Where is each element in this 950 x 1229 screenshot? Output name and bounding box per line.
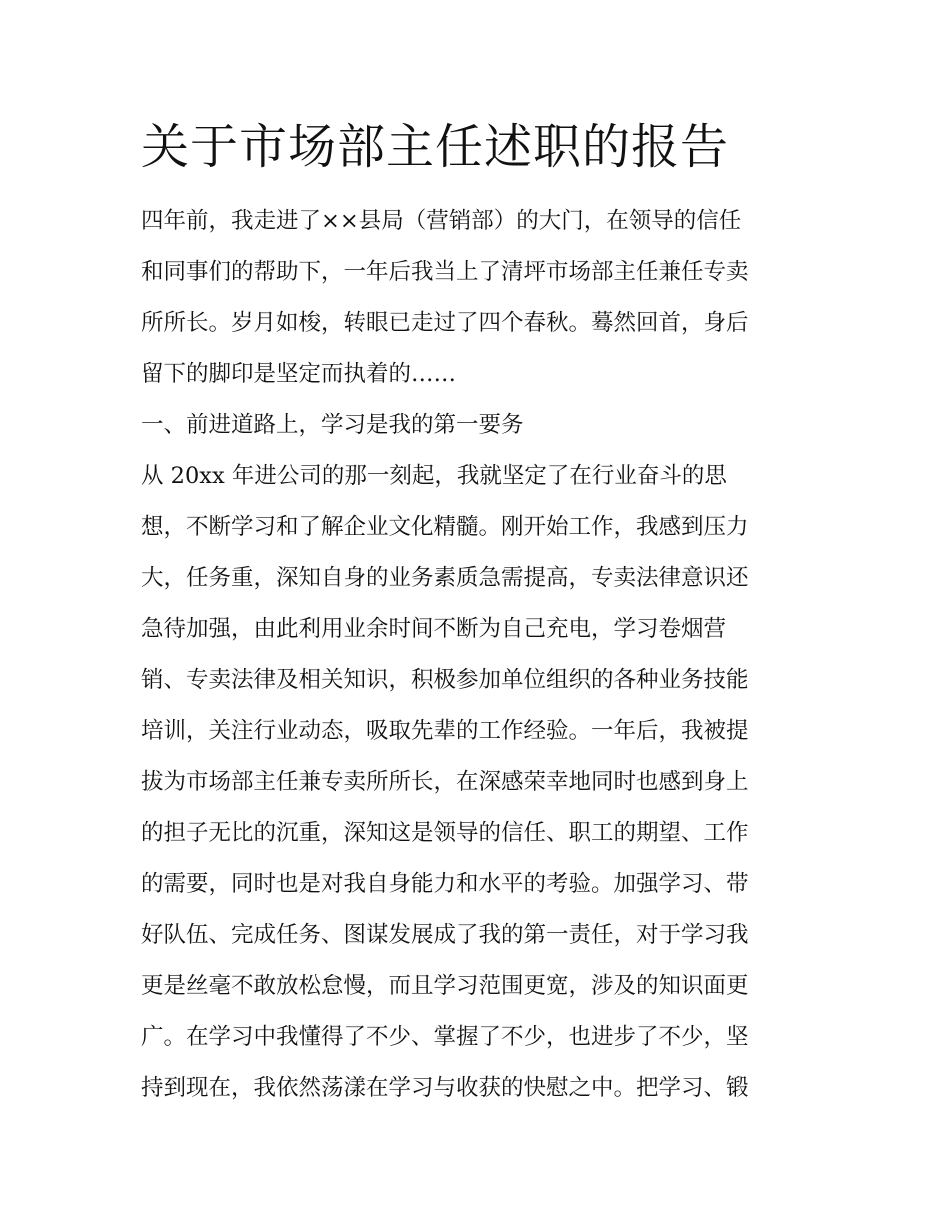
body-line: 的担子无比的沉重，深知这是领导的信任、职工的期望、工作	[141, 820, 749, 846]
body-line: 的需要，同时也是对我自身能力和水平的考验。加强学习、带	[141, 871, 749, 897]
body-line: 四年前，我走进了××县局（营销部）的大门，在领导的信任	[141, 208, 742, 234]
section-heading: 一、前进道路上，学习是我的第一要务	[141, 412, 524, 438]
body-line: 大，任务重，深知自身的业务素质急需提高，专卖法律意识还	[141, 565, 749, 591]
body-line: 从 20xx 年进公司的那一刻起，我就坚定了在行业奋斗的思	[141, 463, 727, 489]
body-line: 所所长。岁月如梭，转眼已走过了四个春秋。蓦然回首，身后	[141, 310, 749, 336]
document-page	[141, 0, 813, 1229]
body-line: 好队伍、完成任务、图谋发展成了我的第一责任，对于学习我	[141, 922, 749, 948]
body-line: 拔为市场部主任兼专卖所所长，在深感荣幸地同时也感到身上	[141, 769, 749, 795]
body-line: 培训，关注行业动态，吸取先辈的工作经验。一年后，我被提	[141, 718, 749, 744]
body-line: 广。在学习中我懂得了不少、掌握了不少，也进步了不少，坚	[141, 1024, 749, 1050]
body-line: 想，不断学习和了解企业文化精髓。刚开始工作，我感到压力	[141, 514, 749, 540]
body-line: 持到现在，我依然荡漾在学习与收获的快慰之中。把学习、锻	[141, 1075, 749, 1101]
body-line: 急待加强，由此利用业余时间不断为自己充电，学习卷烟营	[141, 616, 727, 642]
body-line: 更是丝毫不敢放松怠慢，而且学习范围更宽，涉及的知识面更	[141, 973, 749, 999]
body-line: 和同事们的帮助下，一年后我当上了清坪市场部主任兼任专卖	[141, 259, 749, 285]
body-line: 留下的脚印是坚定而执着的……	[141, 361, 457, 387]
document-title: 关于市场部主任述职的报告	[141, 119, 730, 175]
body-line: 销、专卖法律及相关知识，积极参加单位组织的各种业务技能	[141, 667, 749, 693]
